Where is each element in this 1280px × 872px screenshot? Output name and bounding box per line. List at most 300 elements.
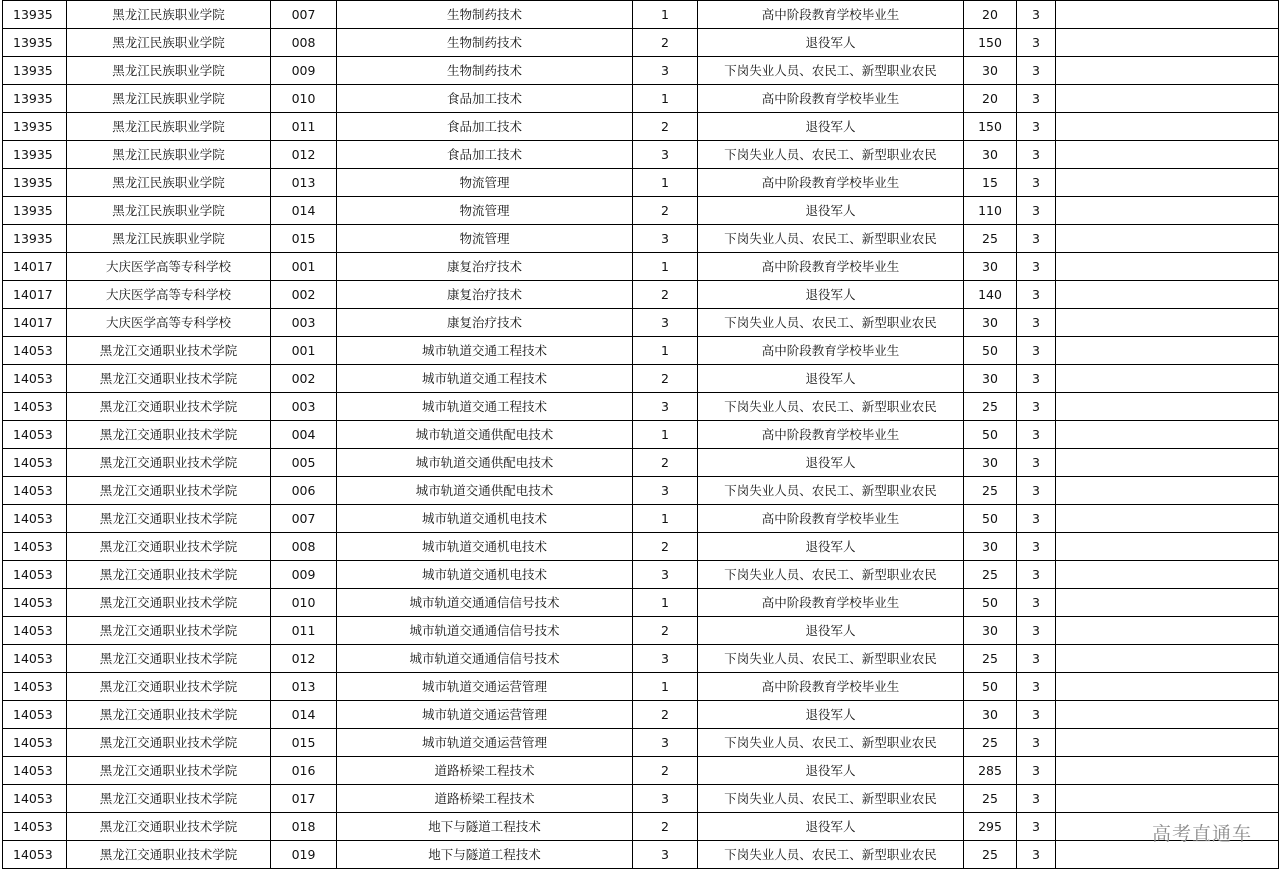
school-code-cell: 14053 [3, 673, 67, 701]
study-years-cell: 3 [1017, 785, 1056, 813]
school-name-cell: 黑龙江交通职业技术学院 [67, 449, 271, 477]
plan-count-cell: 25 [964, 785, 1017, 813]
note-cell [1056, 701, 1279, 729]
major-name-cell: 康复治疗技术 [337, 309, 633, 337]
study-years-cell: 3 [1017, 365, 1056, 393]
plan-count-cell: 30 [964, 617, 1017, 645]
major-name-cell: 地下与隧道工程技术 [337, 841, 633, 869]
category-code-cell: 1 [633, 1, 698, 29]
major-code-cell: 014 [271, 701, 337, 729]
plan-count-cell: 25 [964, 225, 1017, 253]
plan-count-cell: 30 [964, 533, 1017, 561]
watermark: 高考直通车 [1151, 823, 1252, 845]
category-name-cell: 高中阶段教育学校毕业生 [698, 421, 964, 449]
plan-count-cell: 50 [964, 337, 1017, 365]
major-name-cell: 食品加工技术 [337, 113, 633, 141]
major-name-cell: 生物制药技术 [337, 29, 633, 57]
category-code-cell: 2 [633, 281, 698, 309]
study-years-cell: 3 [1017, 477, 1056, 505]
category-code-cell: 1 [633, 673, 698, 701]
study-years-cell: 3 [1017, 113, 1056, 141]
school-name-cell: 黑龙江交通职业技术学院 [67, 785, 271, 813]
major-code-cell: 008 [271, 29, 337, 57]
category-name-cell: 高中阶段教育学校毕业生 [698, 505, 964, 533]
school-name-cell: 黑龙江交通职业技术学院 [67, 561, 271, 589]
note-cell [1056, 1, 1279, 29]
school-code-cell: 14053 [3, 505, 67, 533]
school-code-cell: 13935 [3, 29, 67, 57]
enrollment-plan-table [2, 0, 1279, 869]
category-code-cell: 3 [633, 225, 698, 253]
category-name-cell: 高中阶段教育学校毕业生 [698, 337, 964, 365]
category-code-cell: 3 [633, 309, 698, 337]
school-code-cell: 13935 [3, 85, 67, 113]
category-code-cell: 1 [633, 421, 698, 449]
major-name-cell: 城市轨道交通运营管理 [337, 673, 633, 701]
plan-count-cell: 50 [964, 589, 1017, 617]
major-name-cell: 道路桥梁工程技术 [337, 757, 633, 785]
plan-count-cell: 285 [964, 757, 1017, 785]
school-code-cell: 14053 [3, 561, 67, 589]
note-cell [1056, 393, 1279, 421]
school-code-cell: 13935 [3, 197, 67, 225]
major-name-cell: 城市轨道交通供配电技术 [337, 421, 633, 449]
plan-count-cell: 295 [964, 813, 1017, 841]
table-row [3, 813, 1279, 841]
school-code-cell: 14017 [3, 281, 67, 309]
major-code-cell: 014 [271, 197, 337, 225]
major-code-cell: 019 [271, 841, 337, 869]
school-code-cell: 14053 [3, 533, 67, 561]
category-name-cell: 下岗失业人员、农民工、新型职业农民 [698, 57, 964, 85]
school-name-cell: 黑龙江民族职业学院 [67, 225, 271, 253]
major-code-cell: 009 [271, 561, 337, 589]
major-code-cell: 012 [271, 645, 337, 673]
major-name-cell: 城市轨道交通供配电技术 [337, 449, 633, 477]
category-name-cell: 下岗失业人员、农民工、新型职业农民 [698, 309, 964, 337]
note-cell [1056, 561, 1279, 589]
study-years-cell: 3 [1017, 757, 1056, 785]
table-row [3, 337, 1279, 365]
category-name-cell: 下岗失业人员、农民工、新型职业农民 [698, 393, 964, 421]
plan-count-cell: 30 [964, 449, 1017, 477]
major-code-cell: 007 [271, 1, 337, 29]
category-code-cell: 3 [633, 141, 698, 169]
school-code-cell: 14053 [3, 757, 67, 785]
study-years-cell: 3 [1017, 253, 1056, 281]
study-years-cell: 3 [1017, 729, 1056, 757]
note-cell [1056, 729, 1279, 757]
plan-count-cell: 50 [964, 505, 1017, 533]
table-row [3, 309, 1279, 337]
table-row [3, 253, 1279, 281]
plan-count-cell: 30 [964, 141, 1017, 169]
study-years-cell: 3 [1017, 225, 1056, 253]
school-code-cell: 14053 [3, 645, 67, 673]
study-years-cell: 3 [1017, 281, 1056, 309]
major-name-cell: 城市轨道交通机电技术 [337, 533, 633, 561]
category-name-cell: 高中阶段教育学校毕业生 [698, 589, 964, 617]
school-code-cell: 14053 [3, 365, 67, 393]
table-row [3, 421, 1279, 449]
school-code-cell: 13935 [3, 1, 67, 29]
plan-count-cell: 30 [964, 57, 1017, 85]
category-code-cell: 2 [633, 813, 698, 841]
table-row [3, 785, 1279, 813]
table-row [3, 169, 1279, 197]
major-name-cell: 城市轨道交通工程技术 [337, 365, 633, 393]
note-cell [1056, 645, 1279, 673]
study-years-cell: 3 [1017, 673, 1056, 701]
plan-count-cell: 30 [964, 701, 1017, 729]
major-code-cell: 015 [271, 729, 337, 757]
study-years-cell: 3 [1017, 309, 1056, 337]
major-name-cell: 城市轨道交通运营管理 [337, 729, 633, 757]
study-years-cell: 3 [1017, 1, 1056, 29]
school-name-cell: 黑龙江交通职业技术学院 [67, 365, 271, 393]
major-code-cell: 009 [271, 57, 337, 85]
note-cell [1056, 533, 1279, 561]
category-name-cell: 退役军人 [698, 281, 964, 309]
table-row [3, 85, 1279, 113]
school-name-cell: 黑龙江交通职业技术学院 [67, 533, 271, 561]
study-years-cell: 3 [1017, 645, 1056, 673]
table-row [3, 841, 1279, 869]
category-name-cell: 高中阶段教育学校毕业生 [698, 673, 964, 701]
plan-count-cell: 25 [964, 561, 1017, 589]
category-code-cell: 2 [633, 533, 698, 561]
table-row [3, 57, 1279, 85]
plan-count-cell: 30 [964, 253, 1017, 281]
category-code-cell: 2 [633, 29, 698, 57]
table-row [3, 141, 1279, 169]
category-name-cell: 下岗失业人员、农民工、新型职业农民 [698, 141, 964, 169]
major-code-cell: 017 [271, 785, 337, 813]
major-code-cell: 010 [271, 589, 337, 617]
school-name-cell: 黑龙江交通职业技术学院 [67, 729, 271, 757]
category-name-cell: 退役军人 [698, 449, 964, 477]
school-code-cell: 14053 [3, 421, 67, 449]
major-name-cell: 城市轨道交通通信信号技术 [337, 589, 633, 617]
note-cell [1056, 757, 1279, 785]
category-code-cell: 1 [633, 589, 698, 617]
category-name-cell: 下岗失业人员、农民工、新型职业农民 [698, 645, 964, 673]
major-code-cell: 002 [271, 365, 337, 393]
table-row [3, 729, 1279, 757]
category-code-cell: 3 [633, 729, 698, 757]
major-code-cell: 006 [271, 477, 337, 505]
major-name-cell: 康复治疗技术 [337, 253, 633, 281]
category-name-cell: 退役军人 [698, 813, 964, 841]
table-row [3, 29, 1279, 57]
category-code-cell: 3 [633, 57, 698, 85]
study-years-cell: 3 [1017, 813, 1056, 841]
major-name-cell: 城市轨道交通机电技术 [337, 505, 633, 533]
study-years-cell: 3 [1017, 169, 1056, 197]
table-row [3, 673, 1279, 701]
school-name-cell: 黑龙江交通职业技术学院 [67, 757, 271, 785]
table-body [3, 1, 1279, 869]
major-code-cell: 016 [271, 757, 337, 785]
table-row [3, 281, 1279, 309]
category-code-cell: 3 [633, 393, 698, 421]
table-row [3, 645, 1279, 673]
category-name-cell: 退役军人 [698, 197, 964, 225]
school-name-cell: 黑龙江交通职业技术学院 [67, 645, 271, 673]
table-row [3, 225, 1279, 253]
plan-count-cell: 15 [964, 169, 1017, 197]
category-name-cell: 下岗失业人员、农民工、新型职业农民 [698, 729, 964, 757]
category-code-cell: 3 [633, 477, 698, 505]
major-code-cell: 005 [271, 449, 337, 477]
major-code-cell: 004 [271, 421, 337, 449]
major-name-cell: 生物制药技术 [337, 1, 633, 29]
plan-count-cell: 25 [964, 477, 1017, 505]
category-name-cell: 下岗失业人员、农民工、新型职业农民 [698, 561, 964, 589]
category-code-cell: 2 [633, 449, 698, 477]
school-name-cell: 黑龙江民族职业学院 [67, 57, 271, 85]
school-code-cell: 14053 [3, 393, 67, 421]
school-code-cell: 14053 [3, 841, 67, 869]
note-cell [1056, 785, 1279, 813]
school-code-cell: 13935 [3, 225, 67, 253]
major-code-cell: 003 [271, 393, 337, 421]
category-name-cell: 退役军人 [698, 365, 964, 393]
study-years-cell: 3 [1017, 533, 1056, 561]
major-name-cell: 城市轨道交通通信信号技术 [337, 617, 633, 645]
category-code-cell: 1 [633, 85, 698, 113]
study-years-cell: 3 [1017, 701, 1056, 729]
school-name-cell: 黑龙江民族职业学院 [67, 169, 271, 197]
category-code-cell: 1 [633, 253, 698, 281]
note-cell [1056, 421, 1279, 449]
category-code-cell: 2 [633, 113, 698, 141]
note-cell [1056, 169, 1279, 197]
study-years-cell: 3 [1017, 141, 1056, 169]
table-row [3, 197, 1279, 225]
category-code-cell: 2 [633, 701, 698, 729]
note-cell [1056, 337, 1279, 365]
note-cell [1056, 477, 1279, 505]
study-years-cell: 3 [1017, 505, 1056, 533]
plan-count-cell: 20 [964, 1, 1017, 29]
note-cell [1056, 57, 1279, 85]
major-code-cell: 013 [271, 169, 337, 197]
study-years-cell: 3 [1017, 841, 1056, 869]
major-code-cell: 002 [271, 281, 337, 309]
school-name-cell: 黑龙江交通职业技术学院 [67, 589, 271, 617]
category-code-cell: 3 [633, 561, 698, 589]
school-name-cell: 黑龙江交通职业技术学院 [67, 505, 271, 533]
major-code-cell: 013 [271, 673, 337, 701]
note-cell [1056, 85, 1279, 113]
major-name-cell: 城市轨道交通供配电技术 [337, 477, 633, 505]
school-code-cell: 14053 [3, 477, 67, 505]
category-name-cell: 退役军人 [698, 617, 964, 645]
school-name-cell: 黑龙江交通职业技术学院 [67, 701, 271, 729]
plan-count-cell: 50 [964, 673, 1017, 701]
major-name-cell: 城市轨道交通工程技术 [337, 337, 633, 365]
school-code-cell: 14053 [3, 785, 67, 813]
table-row [3, 589, 1279, 617]
note-cell [1056, 197, 1279, 225]
school-code-cell: 14053 [3, 337, 67, 365]
table-row [3, 533, 1279, 561]
category-code-cell: 3 [633, 785, 698, 813]
school-name-cell: 黑龙江交通职业技术学院 [67, 337, 271, 365]
plan-count-cell: 50 [964, 421, 1017, 449]
category-name-cell: 退役军人 [698, 113, 964, 141]
category-code-cell: 2 [633, 617, 698, 645]
school-name-cell: 黑龙江交通职业技术学院 [67, 617, 271, 645]
major-name-cell: 物流管理 [337, 169, 633, 197]
major-code-cell: 010 [271, 85, 337, 113]
plan-count-cell: 25 [964, 393, 1017, 421]
school-code-cell: 14053 [3, 449, 67, 477]
category-name-cell: 高中阶段教育学校毕业生 [698, 1, 964, 29]
school-name-cell: 黑龙江交通职业技术学院 [67, 393, 271, 421]
category-code-cell: 3 [633, 645, 698, 673]
note-cell [1056, 253, 1279, 281]
category-name-cell: 高中阶段教育学校毕业生 [698, 253, 964, 281]
major-name-cell: 城市轨道交通机电技术 [337, 561, 633, 589]
plan-count-cell: 25 [964, 841, 1017, 869]
school-name-cell: 大庆医学高等专科学校 [67, 253, 271, 281]
major-name-cell: 物流管理 [337, 197, 633, 225]
table-row [3, 449, 1279, 477]
table-row [3, 365, 1279, 393]
major-name-cell: 康复治疗技术 [337, 281, 633, 309]
school-code-cell: 14053 [3, 589, 67, 617]
major-code-cell: 018 [271, 813, 337, 841]
major-code-cell: 008 [271, 533, 337, 561]
major-name-cell: 生物制药技术 [337, 57, 633, 85]
major-name-cell: 食品加工技术 [337, 85, 633, 113]
category-name-cell: 退役军人 [698, 533, 964, 561]
plan-count-cell: 30 [964, 365, 1017, 393]
table-row [3, 757, 1279, 785]
major-code-cell: 012 [271, 141, 337, 169]
category-code-cell: 3 [633, 841, 698, 869]
study-years-cell: 3 [1017, 197, 1056, 225]
category-name-cell: 退役军人 [698, 701, 964, 729]
note-cell [1056, 449, 1279, 477]
note-cell [1056, 281, 1279, 309]
note-cell [1056, 113, 1279, 141]
school-code-cell: 13935 [3, 57, 67, 85]
school-name-cell: 黑龙江民族职业学院 [67, 197, 271, 225]
category-name-cell: 下岗失业人员、农民工、新型职业农民 [698, 477, 964, 505]
school-name-cell: 大庆医学高等专科学校 [67, 281, 271, 309]
note-cell [1056, 225, 1279, 253]
study-years-cell: 3 [1017, 57, 1056, 85]
category-name-cell: 退役军人 [698, 757, 964, 785]
category-code-cell: 2 [633, 757, 698, 785]
table-row [3, 617, 1279, 645]
note-cell [1056, 309, 1279, 337]
table-row [3, 113, 1279, 141]
school-name-cell: 大庆医学高等专科学校 [67, 309, 271, 337]
school-name-cell: 黑龙江交通职业技术学院 [67, 477, 271, 505]
plan-count-cell: 150 [964, 113, 1017, 141]
note-cell [1056, 589, 1279, 617]
school-name-cell: 黑龙江交通职业技术学院 [67, 421, 271, 449]
school-code-cell: 14053 [3, 701, 67, 729]
school-code-cell: 13935 [3, 141, 67, 169]
major-code-cell: 003 [271, 309, 337, 337]
major-code-cell: 011 [271, 617, 337, 645]
study-years-cell: 3 [1017, 29, 1056, 57]
table-row [3, 505, 1279, 533]
major-name-cell: 物流管理 [337, 225, 633, 253]
table-row [3, 561, 1279, 589]
category-code-cell: 1 [633, 169, 698, 197]
category-name-cell: 下岗失业人员、农民工、新型职业农民 [698, 841, 964, 869]
table-row [3, 393, 1279, 421]
school-code-cell: 14053 [3, 813, 67, 841]
category-code-cell: 1 [633, 505, 698, 533]
major-name-cell: 地下与隧道工程技术 [337, 813, 633, 841]
study-years-cell: 3 [1017, 617, 1056, 645]
school-code-cell: 14053 [3, 617, 67, 645]
note-cell [1056, 365, 1279, 393]
school-name-cell: 黑龙江交通职业技术学院 [67, 673, 271, 701]
category-name-cell: 高中阶段教育学校毕业生 [698, 85, 964, 113]
major-code-cell: 007 [271, 505, 337, 533]
note-cell [1056, 29, 1279, 57]
plan-count-cell: 25 [964, 645, 1017, 673]
school-name-cell: 黑龙江民族职业学院 [67, 1, 271, 29]
school-name-cell: 黑龙江民族职业学院 [67, 141, 271, 169]
study-years-cell: 3 [1017, 85, 1056, 113]
study-years-cell: 3 [1017, 393, 1056, 421]
category-code-cell: 2 [633, 197, 698, 225]
study-years-cell: 3 [1017, 421, 1056, 449]
school-name-cell: 黑龙江交通职业技术学院 [67, 841, 271, 869]
major-name-cell: 道路桥梁工程技术 [337, 785, 633, 813]
note-cell [1056, 141, 1279, 169]
major-code-cell: 001 [271, 337, 337, 365]
category-name-cell: 下岗失业人员、农民工、新型职业农民 [698, 785, 964, 813]
plan-count-cell: 20 [964, 85, 1017, 113]
table-row [3, 477, 1279, 505]
note-cell [1056, 505, 1279, 533]
school-name-cell: 黑龙江民族职业学院 [67, 85, 271, 113]
study-years-cell: 3 [1017, 337, 1056, 365]
category-code-cell: 2 [633, 365, 698, 393]
major-code-cell: 011 [271, 113, 337, 141]
school-code-cell: 14017 [3, 253, 67, 281]
category-name-cell: 高中阶段教育学校毕业生 [698, 169, 964, 197]
study-years-cell: 3 [1017, 561, 1056, 589]
category-code-cell: 1 [633, 337, 698, 365]
major-name-cell: 城市轨道交通工程技术 [337, 393, 633, 421]
plan-count-cell: 25 [964, 729, 1017, 757]
category-name-cell: 下岗失业人员、农民工、新型职业农民 [698, 225, 964, 253]
major-name-cell: 城市轨道交通运营管理 [337, 701, 633, 729]
major-name-cell: 食品加工技术 [337, 141, 633, 169]
school-code-cell: 14053 [3, 729, 67, 757]
major-name-cell: 城市轨道交通通信信号技术 [337, 645, 633, 673]
plan-count-cell: 140 [964, 281, 1017, 309]
school-name-cell: 黑龙江民族职业学院 [67, 113, 271, 141]
table-row [3, 701, 1279, 729]
school-code-cell: 14017 [3, 309, 67, 337]
school-code-cell: 13935 [3, 113, 67, 141]
study-years-cell: 3 [1017, 589, 1056, 617]
note-cell [1056, 673, 1279, 701]
study-years-cell: 3 [1017, 449, 1056, 477]
